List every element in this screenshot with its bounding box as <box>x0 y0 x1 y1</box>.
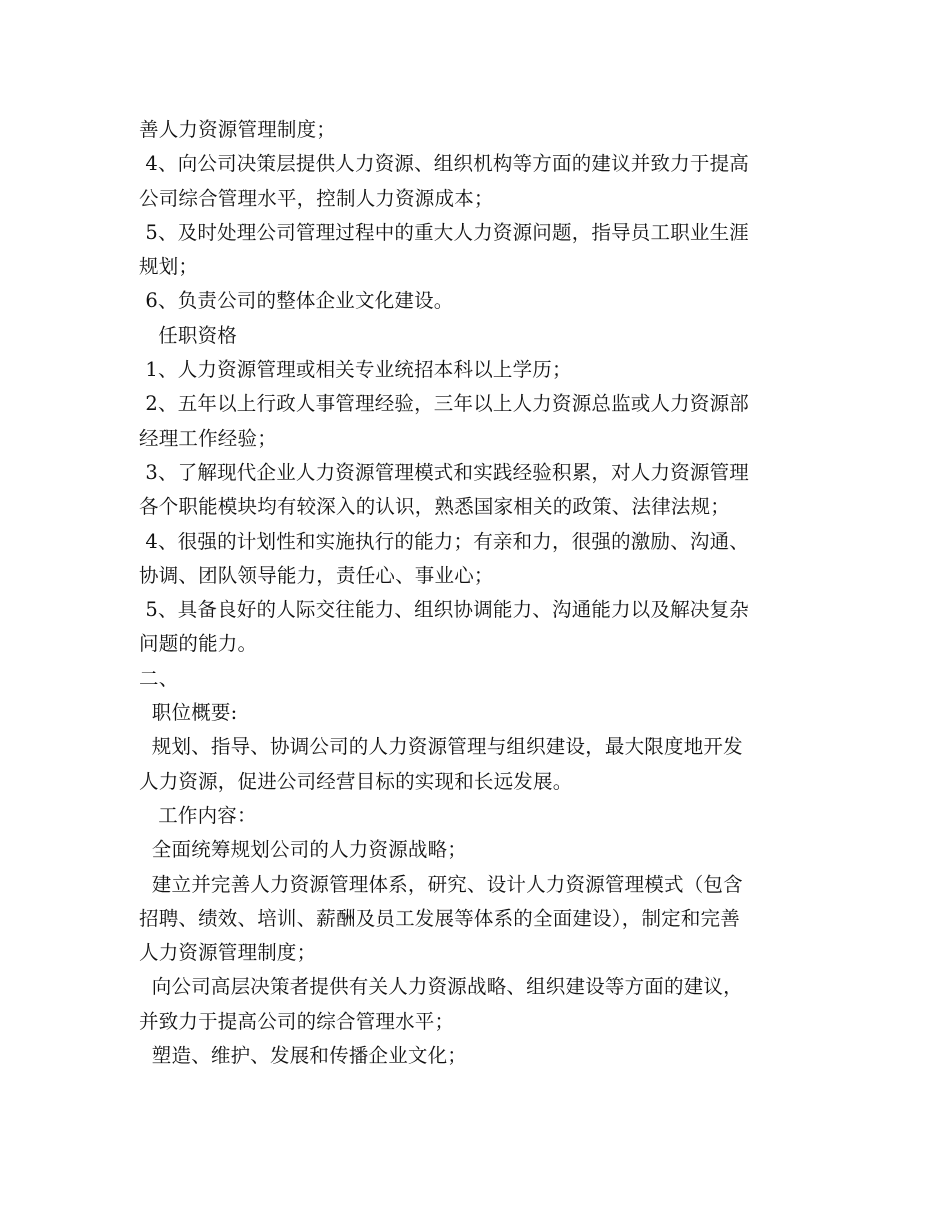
section-number: 二、 <box>139 666 179 690</box>
text-line: 向公司高层决策者提供有关人力资源战略、组织建设等方面的建议， <box>139 975 743 999</box>
text-line: 人力资源，促进公司经营目标的实现和长远发展。 <box>139 769 573 793</box>
text-line: 各个职能模块均有较深入的认识，熟悉国家相关的政策、法律法规； <box>139 495 731 519</box>
section-heading: 任职资格 <box>139 323 237 347</box>
text-line: 塑造、维护、发展和传播企业文化； <box>139 1044 467 1068</box>
text-line: 规划； <box>139 255 199 279</box>
text-line: 4、向公司决策层提供人力资源、组织机构等方面的建议并致力于提高 <box>139 152 750 176</box>
text-line: 善人力资源管理制度； <box>139 118 337 141</box>
text-line: 人力资源管理制度； <box>139 941 317 965</box>
text-line: 5、具备良好的人际交往能力、组织协调能力、沟通能力以及解决复杂 <box>139 598 750 622</box>
text-line: 招聘、绩效、培训、薪酬及员工发展等体系的全面建设），制定和完善 <box>139 906 740 930</box>
text-line: 5、及时处理公司管理过程中的重大人力资源问题，指导员工职业生涯 <box>139 220 750 244</box>
text-line: 协调、团队领导能力，责任心、事业心； <box>139 563 494 587</box>
text-line: 经理工作经验； <box>139 426 277 450</box>
text-line: 建立并完善人力资源管理体系，研究、设计人力资源管理模式（包含 <box>139 872 743 896</box>
section-heading: 职位概要: <box>139 701 238 725</box>
text-line: 2、五年以上行政人事管理经验，三年以上人力资源总监或人力资源部 <box>139 392 750 416</box>
text-line: 1、人力资源管理或相关专业统招本科以上学历； <box>139 358 572 382</box>
text-line: 问题的能力。 <box>139 632 258 656</box>
section-heading: 工作内容： <box>139 803 257 827</box>
text-line: 规划、指导、协调公司的人力资源管理与组织建设，最大限度地开发 <box>139 735 743 759</box>
text-line: 全面统筹规划公司的人力资源战略； <box>139 838 467 862</box>
text-line: 并致力于提高公司的综合管理水平； <box>139 1009 455 1033</box>
text-line: 3、了解现代企业人力资源管理模式和实践经验积累，对人力资源管理 <box>139 460 750 484</box>
text-line: 公司综合管理水平，控制人力资源成本； <box>139 186 494 210</box>
text-line: 4、很强的计划性和实施执行的能力；有亲和力，很强的激励、沟通、 <box>139 529 750 553</box>
text-line: 6、负责公司的整体企业文化建设。 <box>139 289 454 313</box>
document-body <box>139 113 819 1073</box>
